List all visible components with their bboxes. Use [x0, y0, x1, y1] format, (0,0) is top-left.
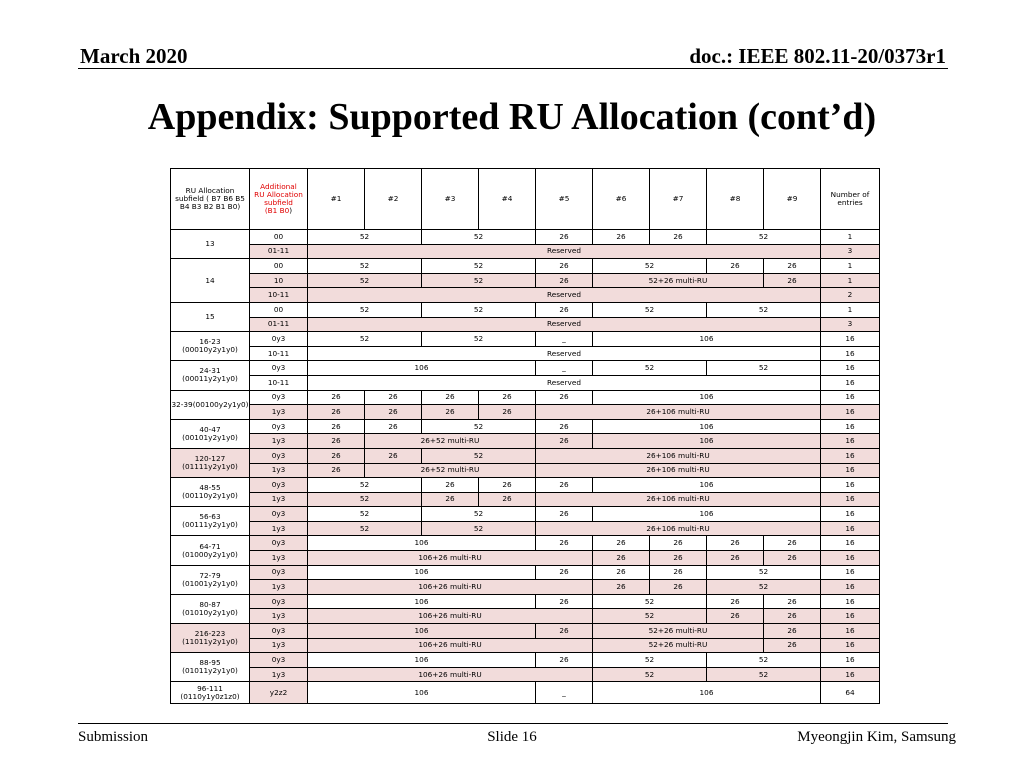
table-row — [171, 682, 880, 704]
table-cell: 26 — [764, 594, 821, 609]
table-cell: 26+52 multi-RU — [365, 463, 536, 478]
col-header-9: #9 — [764, 169, 821, 230]
table-cell: 52 — [422, 507, 536, 522]
table-row — [171, 609, 880, 624]
table-cell: 26 — [650, 565, 707, 580]
row-label: 48-55 (00110y2y1y0) — [171, 478, 250, 507]
table-cell: 52 — [707, 302, 821, 317]
table-cell: 26 — [365, 390, 422, 405]
table-row — [171, 536, 880, 551]
row-label: 15 — [171, 302, 250, 331]
table-cell: 26 — [536, 624, 593, 639]
col-header-additional: Additional RU Allocation subfield (B1 B0) — [250, 169, 308, 230]
table-cell: 26 — [593, 565, 650, 580]
table-cell: 106+26 multi-RU — [308, 551, 593, 566]
table-cell: 26 — [308, 405, 365, 420]
table-cell: 26 — [764, 551, 821, 566]
table-cell: 16 — [821, 624, 880, 639]
table-cell: Reserved — [308, 244, 821, 259]
table-row — [171, 492, 880, 507]
table-cell: 26 — [536, 302, 593, 317]
table-cell: 52 — [593, 259, 707, 274]
table-row — [171, 507, 880, 522]
col-header-3: #3 — [422, 169, 479, 230]
table-row — [171, 375, 880, 390]
row-label: 96-111 (0110y1y0z1z0) — [171, 682, 250, 704]
table-cell: 52 — [308, 507, 422, 522]
table-cell: 1y3 — [250, 492, 308, 507]
table-row — [171, 302, 880, 317]
row-label: 32-39(00100y2y1y0) — [171, 390, 250, 419]
table-cell: 106 — [593, 478, 821, 493]
table-cell: 26 — [365, 405, 422, 420]
table-cell: 00 — [250, 259, 308, 274]
table-cell: 52+26 multi-RU — [593, 624, 764, 639]
table-row — [171, 638, 880, 653]
table-cell: 26 — [536, 565, 593, 580]
table-cell: 16 — [821, 346, 880, 361]
table-cell: 52 — [422, 332, 536, 347]
table-row — [171, 244, 880, 259]
table-cell: 10-11 — [250, 288, 308, 303]
table-cell: _ — [536, 361, 593, 376]
table-cell: 52 — [422, 273, 536, 288]
table-cell: 3 — [821, 317, 880, 332]
table-row — [171, 624, 880, 639]
table-row — [171, 273, 880, 288]
table-cell: 106 — [593, 419, 821, 434]
table-cell: _ — [536, 332, 593, 347]
table-row — [171, 448, 880, 463]
table-cell: 106 — [593, 507, 821, 522]
table-cell: 26 — [536, 434, 593, 449]
table-cell: 52 — [707, 361, 821, 376]
table-cell: 26 — [764, 638, 821, 653]
table-cell: 26 — [593, 551, 650, 566]
row-label: 88-95 (01011y2y1y0) — [171, 653, 250, 682]
table-cell: 26 — [593, 536, 650, 551]
table-header-row — [171, 169, 880, 230]
table-cell: 52 — [707, 667, 821, 682]
table-cell: 26 — [650, 580, 707, 595]
table-cell: 52 — [422, 448, 536, 463]
table-cell: 52+26 multi-RU — [593, 273, 764, 288]
table-cell: 106 — [593, 434, 821, 449]
table-row — [171, 463, 880, 478]
table-cell: 1y3 — [250, 521, 308, 536]
table-cell: Reserved — [308, 288, 821, 303]
col-header-6: #6 — [593, 169, 650, 230]
table-cell: 26 — [764, 609, 821, 624]
table-cell: 26 — [707, 594, 764, 609]
table-row — [171, 551, 880, 566]
table-cell: 26 — [479, 390, 536, 405]
table-cell: 0y3 — [250, 419, 308, 434]
table-cell: 26 — [365, 448, 422, 463]
table-cell: 16 — [821, 332, 880, 347]
table-cell: 0y3 — [250, 478, 308, 493]
table-cell: 26 — [308, 390, 365, 405]
table-cell: 0y3 — [250, 390, 308, 405]
table-cell: Reserved — [308, 375, 821, 390]
table-cell: 52 — [308, 492, 422, 507]
table-cell: 26 — [536, 653, 593, 668]
table-cell: 64 — [821, 682, 880, 704]
table-cell: 26 — [764, 536, 821, 551]
table-cell: Reserved — [308, 317, 821, 332]
table-cell: 16 — [821, 653, 880, 668]
table-cell: 10-11 — [250, 375, 308, 390]
table-cell: 0y3 — [250, 565, 308, 580]
table-cell: 26 — [707, 259, 764, 274]
table-cell: 01-11 — [250, 317, 308, 332]
table-cell: 26 — [536, 478, 593, 493]
table-cell: 26 — [308, 448, 365, 463]
table-cell: 52 — [593, 653, 707, 668]
table-cell: 1y3 — [250, 463, 308, 478]
row-label: 56-63 (00111y2y1y0) — [171, 507, 250, 536]
table-row — [171, 565, 880, 580]
table-cell: 52 — [593, 609, 707, 624]
row-label: 14 — [171, 259, 250, 303]
table-cell: 52 — [422, 259, 536, 274]
table-row — [171, 332, 880, 347]
row-label: 40-47 (00101y2y1y0) — [171, 419, 250, 448]
table-cell: 26 — [365, 419, 422, 434]
table-row — [171, 521, 880, 536]
table-cell: 26 — [536, 259, 593, 274]
table-cell: 26+106 multi-RU — [536, 448, 821, 463]
table-cell: 26 — [308, 419, 365, 434]
table-cell: 52 — [308, 521, 422, 536]
table-cell: 26 — [593, 230, 650, 245]
table-cell: 16 — [821, 390, 880, 405]
table-cell: 1y3 — [250, 638, 308, 653]
table-cell: 26 — [308, 463, 365, 478]
table-cell: 26 — [536, 419, 593, 434]
table-cell: 106 — [308, 594, 536, 609]
table-row — [171, 405, 880, 420]
table-cell: 26+106 multi-RU — [536, 405, 821, 420]
table-cell: 52 — [308, 273, 422, 288]
col-header-entries: Number of entries — [821, 169, 880, 230]
table-cell: 16 — [821, 667, 880, 682]
table-cell: 106 — [593, 682, 821, 704]
table-cell: 26 — [536, 507, 593, 522]
table-cell: 16 — [821, 375, 880, 390]
ru-allocation-table — [170, 168, 880, 704]
table-cell: 106 — [593, 332, 821, 347]
table-cell: 52+26 multi-RU — [593, 638, 764, 653]
table-cell: 52 — [707, 230, 821, 245]
table-cell: 106+26 multi-RU — [308, 667, 593, 682]
table-cell: 26 — [479, 478, 536, 493]
row-label: 216-223 (11011y2y1y0) — [171, 624, 250, 653]
table-cell: 26+52 multi-RU — [365, 434, 536, 449]
row-label: 13 — [171, 230, 250, 259]
col-header-1: #1 — [308, 169, 365, 230]
table-cell: 52 — [308, 259, 422, 274]
table-row — [171, 419, 880, 434]
table-cell: 26 — [707, 536, 764, 551]
col-header-2: #2 — [365, 169, 422, 230]
col-header-5: #5 — [536, 169, 593, 230]
table-cell: 52 — [707, 580, 821, 595]
table-cell: 26 — [764, 624, 821, 639]
table-row — [171, 434, 880, 449]
table-cell: 26 — [707, 551, 764, 566]
col-header-ru-allocation: RU Allocation subfield ( B7 B6 B5 B4 B3 B2 B1 B0) — [171, 169, 250, 230]
table-cell: 106 — [308, 536, 536, 551]
table-cell: 26+106 multi-RU — [536, 492, 821, 507]
table-row — [171, 594, 880, 609]
row-label: 80-87 (01010y2y1y0) — [171, 594, 250, 623]
row-label: 120-127 (01111y2y1y0) — [171, 448, 250, 477]
table-cell: 52 — [422, 230, 536, 245]
table-cell: 106 — [308, 565, 536, 580]
table-cell: 52 — [593, 361, 707, 376]
row-label: 24-31 (00011y2y1y0) — [171, 361, 250, 390]
table-cell: 01-11 — [250, 244, 308, 259]
table-row — [171, 230, 880, 245]
table-cell: 16 — [821, 434, 880, 449]
table-cell: 52 — [593, 594, 707, 609]
table-cell: _ — [536, 682, 593, 704]
table-cell: 106 — [593, 390, 821, 405]
table-cell: 1 — [821, 273, 880, 288]
table-cell: 52 — [707, 653, 821, 668]
row-label: 72-79 (01001y2y1y0) — [171, 565, 250, 594]
table-cell: 0y3 — [250, 361, 308, 376]
table-cell: 26 — [536, 273, 593, 288]
header-doc-number: doc.: IEEE 802.11-20/0373r1 — [689, 44, 946, 68]
table-cell: 52 — [593, 302, 707, 317]
table-cell: 26 — [650, 230, 707, 245]
footer-slide-number: Slide 16 — [487, 729, 537, 745]
table-cell: 26 — [764, 259, 821, 274]
col-header-4: #4 — [479, 169, 536, 230]
table-row — [171, 259, 880, 274]
table-cell: 16 — [821, 551, 880, 566]
table-cell: 16 — [821, 448, 880, 463]
table-cell: 16 — [821, 419, 880, 434]
footer-submission: Submission — [78, 729, 149, 745]
table-cell: 0y3 — [250, 332, 308, 347]
table-cell: 52 — [422, 419, 536, 434]
table-cell: 26+106 multi-RU — [536, 463, 821, 478]
table-cell: 26 — [536, 536, 593, 551]
table-cell: 26 — [422, 478, 479, 493]
table-cell: 16 — [821, 609, 880, 624]
table-cell: 26 — [650, 536, 707, 551]
table-cell: 0y3 — [250, 653, 308, 668]
col-header-7: #7 — [650, 169, 707, 230]
footer-author: Myeongjin Kim, Samsung — [797, 729, 956, 745]
table-cell: 1y3 — [250, 551, 308, 566]
table-row — [171, 390, 880, 405]
table-cell: 0y3 — [250, 624, 308, 639]
table-cell: 0y3 — [250, 594, 308, 609]
table-cell: 0y3 — [250, 536, 308, 551]
table-cell: 52 — [422, 302, 536, 317]
table-row — [171, 667, 880, 682]
table-cell: 26 — [422, 492, 479, 507]
table-row — [171, 361, 880, 376]
table-cell: 106 — [308, 624, 536, 639]
table-cell: 16 — [821, 565, 880, 580]
table-cell: 1y3 — [250, 434, 308, 449]
table-cell: 26 — [764, 273, 821, 288]
table-cell: 16 — [821, 507, 880, 522]
table-cell: 26 — [479, 492, 536, 507]
slide-title: Appendix: Supported RU Allocation (cont’d) — [147, 96, 877, 138]
row-label: 16-23 (00010y2y1y0) — [171, 332, 250, 361]
table-cell: 26 — [536, 230, 593, 245]
table-cell: 26 — [536, 390, 593, 405]
table-cell: 52 — [308, 332, 422, 347]
col-header-8: #8 — [707, 169, 764, 230]
table-cell: 26 — [308, 434, 365, 449]
table-cell: 26 — [650, 551, 707, 566]
table-cell: 16 — [821, 492, 880, 507]
table-cell: 26 — [593, 580, 650, 595]
table-cell: 16 — [821, 536, 880, 551]
table-cell: 0y3 — [250, 507, 308, 522]
table-cell: 16 — [821, 463, 880, 478]
table-cell: 16 — [821, 580, 880, 595]
table-cell: 52 — [308, 230, 422, 245]
table-cell: 26+106 multi-RU — [536, 521, 821, 536]
table-cell: 106+26 multi-RU — [308, 580, 593, 595]
header-rule — [78, 68, 948, 69]
header-date: March 2020 — [80, 44, 188, 68]
table-cell: 26 — [422, 405, 479, 420]
table-cell: 106 — [308, 682, 536, 704]
row-label: 64-71 (01000y2y1y0) — [171, 536, 250, 565]
table-cell: 16 — [821, 594, 880, 609]
table-cell: 16 — [821, 638, 880, 653]
table-cell: 106+26 multi-RU — [308, 638, 593, 653]
table-cell: 00 — [250, 302, 308, 317]
table-cell: 00 — [250, 230, 308, 245]
table-cell: y2z2 — [250, 682, 308, 704]
table-row — [171, 478, 880, 493]
table-cell: 26 — [479, 405, 536, 420]
table-cell: 10 — [250, 273, 308, 288]
table-cell: 1y3 — [250, 580, 308, 595]
table-cell: 16 — [821, 521, 880, 536]
table-cell: 52 — [308, 302, 422, 317]
table-cell: 52 — [422, 521, 536, 536]
table-cell: 1y3 — [250, 667, 308, 682]
table-row — [171, 288, 880, 303]
table-cell: 52 — [593, 667, 707, 682]
table-cell: 16 — [821, 478, 880, 493]
table-cell: Reserved — [308, 346, 821, 361]
table-cell: 16 — [821, 405, 880, 420]
table-row — [171, 346, 880, 361]
footer-rule — [78, 723, 948, 724]
table-cell: 52 — [707, 565, 821, 580]
table-cell: 26 — [422, 390, 479, 405]
table-cell: 52 — [308, 478, 422, 493]
table-row — [171, 653, 880, 668]
table-cell: 26 — [536, 594, 593, 609]
table-cell: 1 — [821, 230, 880, 245]
table-row — [171, 317, 880, 332]
table-cell: 2 — [821, 288, 880, 303]
table-cell: 1y3 — [250, 609, 308, 624]
table-cell: 10-11 — [250, 346, 308, 361]
table-cell: 16 — [821, 361, 880, 376]
table-cell: 1 — [821, 259, 880, 274]
table-cell: 1 — [821, 302, 880, 317]
table-cell: 106+26 multi-RU — [308, 609, 593, 624]
table-cell: 26 — [707, 609, 764, 624]
table-cell: 1y3 — [250, 405, 308, 420]
table-cell: 0y3 — [250, 448, 308, 463]
table-cell: 106 — [308, 653, 536, 668]
table-cell: 3 — [821, 244, 880, 259]
table-row — [171, 580, 880, 595]
table-cell: 106 — [308, 361, 536, 376]
